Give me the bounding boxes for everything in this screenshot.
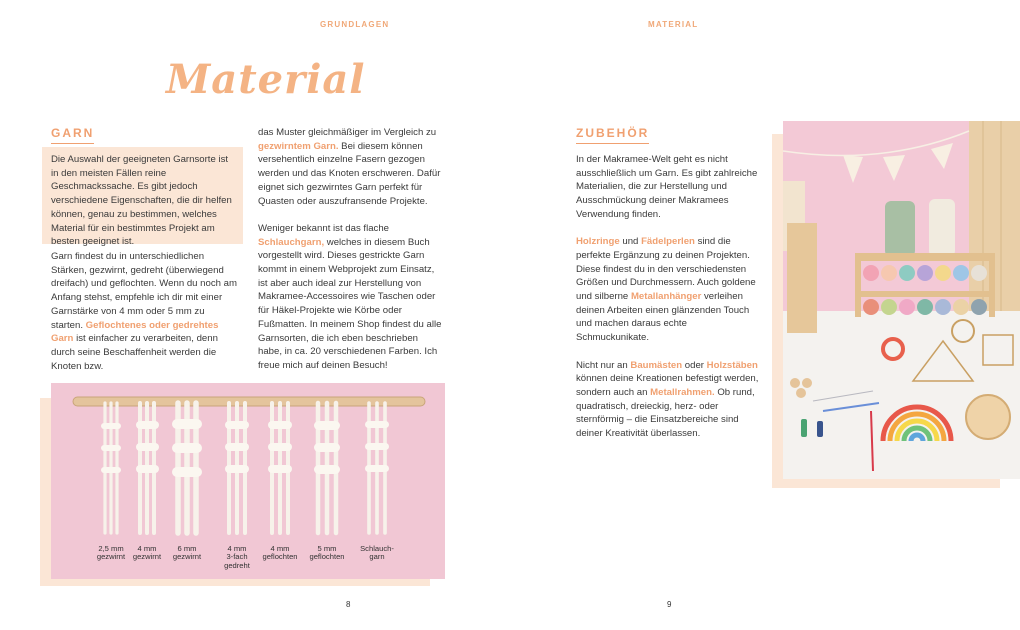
sample-strand-3	[172, 403, 202, 533]
sample-strand-7	[365, 403, 389, 533]
caption-line: gezwirnt	[132, 552, 162, 562]
caption-line: 5 mm	[317, 544, 337, 553]
sample-caption	[214, 545, 260, 570]
highlight-holzstaeben: Holzstäben	[706, 359, 758, 371]
caption-line: 3-fach	[226, 552, 248, 562]
garn-p2-text-b: Bei diesem können versehentlich einzelne Fasern gezogen werden und das Knoten erschweren. Dafür eignet sich gezwirntes Garn perfekt für Quasten oder auszufransende Projekte.	[258, 140, 441, 207]
section-heading-zubehoer: ZUBEHÖR	[576, 126, 649, 144]
zub-p3-text-d: Ob rund, quadratisch, dreieckig, herz- oder sternförmig – die Einsatzbereiche sind deiner Kreativität überlassen.	[576, 386, 755, 440]
garn-p3-text-b: welches in diesem Buch vorgestellt wird. Dieses gestrickte Garn kommt in einem Webprojekt zum Einsatz, ist aber auch ideal zur Herstellung von Makramee-Accessoires wie Taschen oder für Häkel-Projekte wie Körbe oder Fußmatten. In meinem Shop findest du alle Garnsorten, die ich eben beschrieben habe, in ca. 20 verschiedenen Farben. Ich freue mich auf deinen Besuch!	[258, 236, 442, 371]
highlight-gezwirntes-garn: gezwirntem Garn.	[258, 140, 339, 152]
running-head-left: GRUNDLAGEN	[320, 20, 390, 29]
sample-strand-6	[314, 403, 340, 533]
highlight-metallrahmen: Metallrahmen.	[650, 386, 715, 398]
sample-caption	[164, 545, 210, 562]
caption-line: 4 mm	[227, 544, 247, 553]
zubehoer-paragraph-2	[576, 235, 761, 345]
zub-p2-text-c: verleihen deinen Arbeiten einen glänzenden Touch und machen daraus echte Schmuckunikate.	[576, 291, 750, 344]
garn-p3-text-a: Weniger bekannt ist das flache	[258, 222, 390, 234]
garn-paragraph-2	[258, 126, 444, 208]
highlight-metallanhaenger: Metallanhänger	[630, 291, 702, 303]
intro-text	[51, 153, 237, 263]
sample-captions	[51, 545, 445, 579]
highlight-holzringe: Holzringe	[576, 236, 620, 248]
macrame-samples-photo	[51, 383, 445, 579]
garn-p1-text-a: Garn findest du in unterschiedlichen Stärken, gezwirnt, gedreht (überwiegend dreifach) und geflochten. Wenn du noch am Anfang stehst, empfehle ich dir mit einer Garnstärke von 4 mm oder 5 mm zu starten.	[51, 251, 237, 331]
caption-line: garn	[369, 552, 385, 562]
zub-p3-text-b: oder	[682, 359, 707, 371]
caption-line: 4 mm	[270, 544, 290, 553]
caption-line: gezwirnt	[96, 552, 126, 562]
sample-caption	[354, 545, 400, 562]
sample-strand-4	[225, 403, 249, 533]
caption-line: gezwirnt	[172, 552, 202, 562]
text-column-2	[258, 126, 444, 386]
page-number-right: 9	[667, 600, 672, 609]
caption-line: 6 mm	[177, 544, 197, 553]
caption-line: geflochten	[262, 552, 298, 562]
garn-p1-text-b: ist einfacher zu verarbeiten, denn durch seine Beschaffenheit werden die Knoten bzw.	[51, 333, 218, 372]
garn-p2-text-a: das Muster gleichmäßiger im Vergleich zu	[258, 127, 437, 138]
page-title: Material	[166, 56, 366, 103]
sample-strand-5	[268, 403, 292, 533]
caption-line: gedreht	[224, 560, 250, 570]
highlight-schlauchgarn: Schlauchgarn,	[258, 236, 325, 248]
caption-line: Schlauch-	[360, 544, 394, 553]
sample-strand-1	[101, 403, 121, 533]
page-number-left: 8	[346, 600, 351, 609]
sample-caption	[257, 545, 303, 562]
section-heading-garn: GARN	[51, 126, 94, 144]
intro-paragraph: Die Auswahl der geeigneten Garnsorte ist in den meisten Fällen reine Geschmackssache. Es gibt jedoch verschiedene Eigenschaften, die dir helfen können, genau zu bestimmen, welches Material für ein bestimmtes Projekt am besten geeignet ist.	[51, 154, 232, 248]
zub-p3-text-c: können deine Kreationen befestigt werden, sondern auch an	[576, 373, 759, 398]
sample-caption	[304, 545, 350, 562]
zubehoer-paragraph-3	[576, 359, 761, 441]
sample-strand-2	[136, 403, 159, 533]
text-column-3	[576, 153, 761, 454]
highlight-geflochtenes-garn: Geflochtenes oder gedrehtes Garn	[51, 319, 219, 345]
zub-p2-text-a: und	[619, 236, 642, 248]
garn-paragraph-1	[51, 250, 237, 373]
zubehoer-paragraph-1: In der Makramee-Welt geht es nicht ausschließlich um Garn. Es gibt zahlreiche Materialien, die zur Herstellung und Ausschmückung deiner Makramees Verwendung finden.	[576, 154, 758, 220]
zub-p3-text-a: Nicht nur an	[576, 359, 631, 371]
text-column-1	[51, 250, 237, 387]
accessories-photo	[783, 121, 1020, 479]
caption-line: 4 mm	[137, 544, 157, 553]
running-head-right: MATERIAL	[648, 20, 699, 29]
zub-p2-text-b: sind die perfekte Ergänzung zu deinen Projekten. Diese findest du in den verschiedensten Größen und Durchmessern. Auch goldene und silberne	[576, 236, 756, 303]
highlight-faedelperlen: Fädelperlen	[641, 236, 695, 248]
caption-line: 2,5 mm	[98, 544, 124, 553]
highlight-baumaesten: Baumästen	[630, 359, 683, 371]
caption-line: geflochten	[309, 552, 345, 562]
accessories-illustration	[783, 121, 1020, 479]
garn-paragraph-3	[258, 222, 444, 373]
